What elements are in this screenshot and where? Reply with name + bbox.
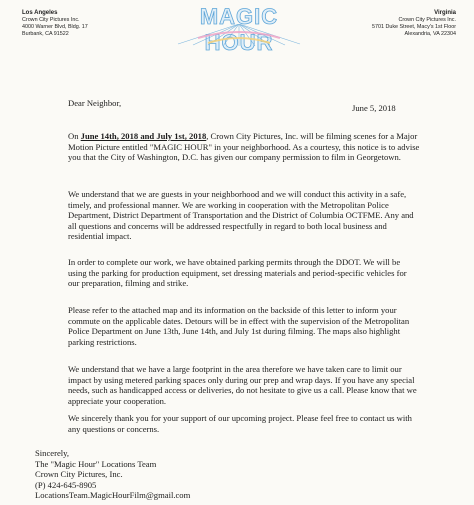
sender-address-right xyxy=(372,10,456,38)
paragraph-1 xyxy=(68,131,420,163)
closing-email: LocationsTeam.MagicHourFilm@gmail.com xyxy=(35,490,191,501)
sender-company-right: Crown City Pictures Inc. xyxy=(398,17,456,23)
closing-sincerely: Sincerely, xyxy=(35,448,70,458)
paragraph-1-rest: , Crown City Pictures, Inc. will be filming scenes for a Major Motion Picture entitled "MAGIC HOUR" in your neighborhood. As a courtesy, this notice is to advise you that the City of Washington, D.C. has given our company permission to film in Georgetown. xyxy=(68,131,420,163)
sender-citystate-left: Burbank, CA 91522 xyxy=(22,31,69,37)
sender-citystate-right: Alexandria, VA 22304 xyxy=(404,31,456,37)
sender-company-left: Crown City Pictures Inc. xyxy=(22,17,80,23)
logo-wordmark: MAGIC HOUR xyxy=(199,4,279,55)
salutation: Dear Neighbor, xyxy=(68,98,122,108)
paragraph-4: Please refer to the attached map and its information on the backside of this letter to inform your commute on the applicable dates. Detours will be in effect with the supervision of the Metropolitan Police Department on June 13th, June 14th, and July 1st during filming. The maps also highlight parking restrictions. xyxy=(68,305,410,347)
closing-company: Crown City Pictures, Inc. xyxy=(35,469,123,480)
sender-street-left: 4000 Warner Blvd, Bldg. 17 xyxy=(22,24,88,30)
closing-phone: (P) 424-645-8905 xyxy=(35,479,97,490)
paragraph-2: We understand that we are guests in your neighborhood and we will conduct this activity in a safe, timely, and professional manner. We are working in cooperation with the Metropolitan Police Department, District Department of Transportation and the District of Columbia OCTFME. Any and all questions and concerns will be addressed respectfully in regard to both local business and residential impact. xyxy=(68,189,414,242)
signature-block xyxy=(35,448,190,501)
filming-dates: June 14th, 2018 and July 1st, 2018 xyxy=(80,131,207,141)
paragraph-6: We sincerely thank you for your support of our upcoming project. Please feel free to contact us with any questions or concerns. xyxy=(68,413,412,434)
paragraph-5: We understand that we have a large footprint in the area therefore we have taken care to limit our impact by using metered parking spaces only during our prep and wrap days. If you have any special needs, such as handicapped access or deliveries, do not hesitate to give us a call. Please know that we appreciate your cooperation. xyxy=(68,364,417,406)
paragraph-1-lead: On xyxy=(68,131,81,141)
sender-street-right: 5701 Duke Street, Macy's 1st Floor xyxy=(371,24,456,30)
sender-city-left: Los Angeles xyxy=(22,10,58,16)
logo-sunburst-graphic xyxy=(168,24,310,46)
paragraph-3: In order to complete our work, we have obtained parking permits through the DDOT. We will be using the parking for production equipment, set dressing materials and period-specific vehicles for our preparation, filming and strike. xyxy=(68,257,407,289)
sender-city-right: Virginia xyxy=(434,10,456,16)
magic-hour-logo xyxy=(168,2,310,55)
closing-team: The "Magic Hour" Locations Team xyxy=(35,458,157,469)
sender-address-left xyxy=(22,10,88,38)
letter-date: June 5, 2018 xyxy=(352,103,396,113)
